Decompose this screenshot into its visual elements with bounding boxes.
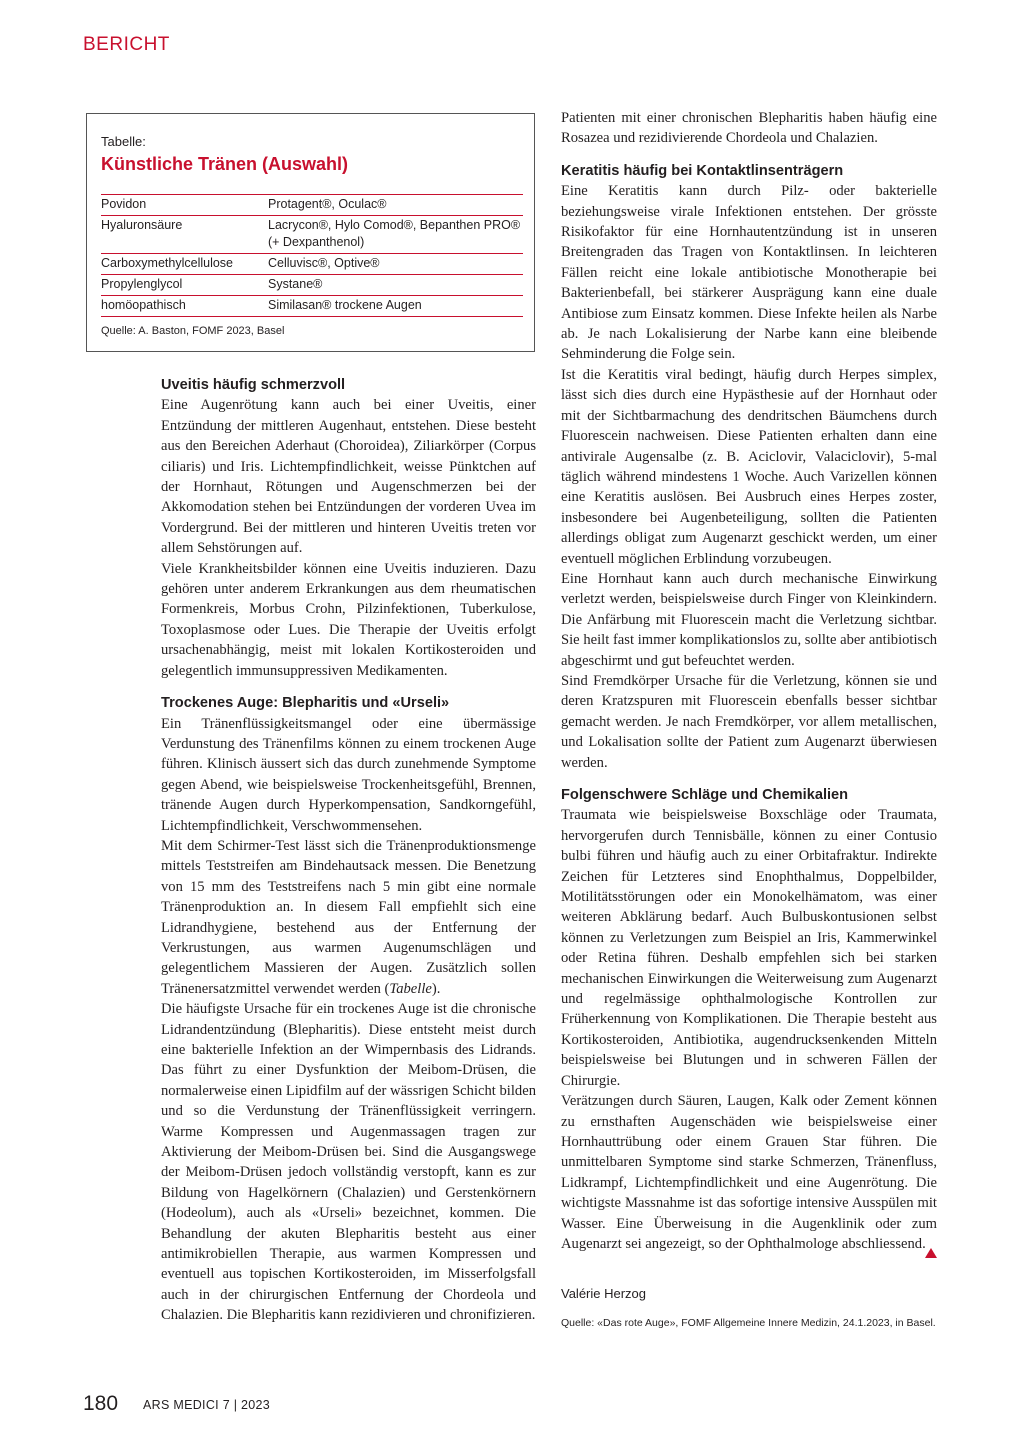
paragraph: Eine Keratitis kann durch Pilz- oder bakterielle beziehungsweise virale Infektionen entstehen. Der grösste Risikofaktor für eine Hornhautentzündung ist in unseren Breitengraden das Tragen von Kontaktlinsen. In leichteren Fällen reicht eine lokale antibiotische Monotherapie bei Bakterienbefall, bei stärkerer Ausprägung kann eine duale Antibiose zum Einsatz kommen. Diese Infekte heilen als Narbe ab. Je nach Lokalisierung der Narbe kann eine bleibende Sehminderung die Folge sein. <box>561 183 937 363</box>
table-label: Tabelle: <box>101 134 146 149</box>
paragraph: Eine Hornhaut kann auch durch mechanische Einwirkung verletzt werden, beispielsweise durch Finger von Kleinkindern. Die Anfärbung mit Fluorescein macht die Verletzung sichtbar. Sie heilt fast immer komplikationslos zu, sollte aber antibiotisch abgeschirmt und gut befeuchtet werden. <box>561 570 937 669</box>
page-number: 180 <box>83 1392 119 1415</box>
paragraph-text: Mit dem Schirmer-Test lässt sich die Tränenproduktionsmenge mittels Teststreifen am Bindehautsack messen. Die Benetzung von 15 mm des Teststreifens nach 5 min gibt eine normale Tränenproduktion an. In diesem Fall empfiehlt sich eine Lidrandhygiene, bestehend aus der Entfernung der Verkrustungen, aus warmen Augenumschlägen und gelegentlichem Massieren der Augen. Zusätzlich sollen Tränenersatzmittel verwendet werden ( <box>161 837 536 997</box>
table-cell: Celluvisc®, Optive® <box>268 256 380 270</box>
article-source: Quelle: «Das rote Auge», FOMF Allgemeine Innere Medizin, 24.1.2023, in Basel. <box>561 1317 936 1329</box>
artificial-tears-table <box>101 194 523 317</box>
table-cell: Lacrycon®, Hylo Comod®, Bepanthen PRO® (+ Dexpanthenol) <box>268 218 521 249</box>
paragraph: Patienten mit einer chronischen Blepharitis haben häufig eine Rosazea und rezidivierende Chordeola und Chalazien. <box>561 110 937 147</box>
table-box <box>86 113 535 352</box>
end-of-article-icon <box>925 1248 937 1258</box>
table-row <box>101 254 523 275</box>
paragraph: Viele Krankheitsbilder können eine Uveitis induzieren. Dazu gehören unter anderem Erkrankungen aus dem rheumatischen Formenkreis, Morbus Crohn, Pilzinfektionen, Tuberkulose, Toxoplasmose oder Lues. Die Therapie der Uveitis erfolgt ursachenabhängig, meist mit lokalen Kortikosteroiden und gelegentlich immunsuppressiven Medikamenten. <box>161 560 536 679</box>
table-cell: Protagent®, Oculac® <box>268 197 387 211</box>
heading-dry-eye: Trockenes Auge: Blepharitis und «Urseli» <box>161 695 450 712</box>
table-reference-link[interactable]: Tabelle <box>389 980 432 997</box>
paragraph: Ist die Keratitis viral bedingt, häufig durch Herpes simplex, lässt sich dies durch eine Hypästhesie auf der Hornhaut oder mit der Sichtbarmachung des dendritschen Bäumchens durch Fluorescein nachweisen. Diese Patienten erhalten dann eine antivirale Augensalbe (z. B. Aciclovir, Valaciclovir), 5-mal täglich während mindestens 1 Woche. Auch Varizellen können eine Keratitis auslösen. Bei Ausbruch eines Herpes zoster, insbesondere bei Augenbeteiligung, sollten die Patienten allerdings obligat zum Augenarzt geschickt werden, um einer eventuell möglichen Erblindung vorzubeugen. <box>561 366 937 567</box>
table-cell: Similasan® trockene Augen <box>268 298 422 312</box>
table-title: Künstliche Tränen (Auswahl) <box>101 154 349 174</box>
paragraph-text: ). <box>431 980 441 997</box>
table-source: Quelle: A. Baston, FOMF 2023, Basel <box>101 325 285 337</box>
paragraph: Die häufigste Ursache für ein trockenes Auge ist die chronische Lidrandentzündung (Blepharitis). Diese entsteht meist durch eine bakterielle Infektion an der Wimpernbasis des Lidrands. Das führt zu einer Dysfunktion der Meibom-Drüsen, die normalerweise einen Lipidfilm auf der wässrigen Schicht bilden und so die Verdunstung der Tränenflüssigkeit verringern. Warme Kompressen und Augenmassagen tragen zur Aktivierung der Meibom-Drüsen bei. Sind die Ausgangswege der Meibom-Drüsen jedoch vollständig verstopft, kann es zur Bildung von Hagelkörnern (Chalazien) und Gerstenkörnern (Hodeolum), auch als «Urseli» bezeichnet, kommen. Die Behandlung der akuten Blepharitis besteht aus einer antimikrobiellen Therapie, aus warmen Kompressen und eventuell aus topischen Kortikosteroiden, im Misserfolgsfall auch in der chirurgischen Entfernung der Chordeola und Chalazien. Die Blepharitis kann rezidivieren und chronifizieren. <box>161 1001 536 1324</box>
table-row <box>101 216 523 254</box>
heading-keratitis: Keratitis häufig bei Kontaktlinsenträgern <box>561 162 844 179</box>
paragraph <box>161 836 536 999</box>
table-cell: Propylenglycol <box>101 277 183 291</box>
table-cell: Povidon <box>101 197 147 211</box>
table-row <box>101 195 523 216</box>
section-label: BERICHT <box>83 34 170 55</box>
column-right <box>561 108 937 1254</box>
author: Valérie Herzog <box>561 1286 647 1301</box>
paragraph: Eine Augenrötung kann auch bei einer Uveitis, einer Entzündung der mittleren Augenhaut, entstehen. Diese besteht aus den Bereichen Aderhaut (Choroidea), Ziliarkörper (Corpus ciliaris) und Iris. Lichtempfindlichkeit, weisse Pünktchen auf der Hornhaut, Rötungen und Augenschmerzen bei der Akkomodation stehen bei Entzündungen der vorderen Uvea im Vordergrund. Bei der mittleren und hinteren Uveitis treten vor allem Sehstörungen auf. <box>161 397 536 557</box>
paragraph: Ein Tränenflüssigkeitsmangel oder eine übermässige Verdunstung des Tränenfilms können zu einem trockenen Auge führen. Klinisch äussert sich das durch zunehmende Symptome gegen Abend, wie beispielsweise Trockenheitsgefühl, Brennen, tränende Augen durch Hyperkompensation, Sandkorngefühl, Lichtempfindlichkeit, Verschwommensehen. <box>161 715 536 834</box>
heading-uveitis: Uveitis häufig schmerzvoll <box>161 377 346 393</box>
heading-trauma: Folgenschwere Schläge und Chemikalien <box>561 787 849 803</box>
column-left <box>161 375 536 1326</box>
table-cell: Hyaluronsäure <box>101 218 183 232</box>
paragraph: Traumata wie beispielsweise Boxschläge oder Traumata, hervorgerufen durch Tennisbälle, können zu einer Contusio bulbi führen und häufig auch zu einer Orbitafraktur. Indirekte Zeichen für Letzteres sind Enophthalmus, Doppelbilder, Motilitätsstörungen oder ein Monokelhämatom, was einer weiteren Abklärung bedarf. Auch Bulbuskontusionen selbst können zu Verletzungen zum Beispiel an Iris, Kammerwinkel oder Retina führen. Deshalb empfehlen sich bei starken mechanischen Einwirkungen die Weiterweisung zum Augenarzt und regelmässige ophthalmologische Kontrollen zur Früherkennung von Komplikationen. Die Therapie besteht aus Kortikosteroiden, Antibiotika, augendrucksenkenden Mitteln beispielsweise bei Blutungen und in schweren Fällen der Chirurgie. <box>561 807 937 1089</box>
table-row <box>101 275 523 296</box>
table-cell: Systane® <box>268 277 323 291</box>
paragraph: Sind Fremdkörper Ursache für die Verletzung, können sie und deren Kratzspuren mit Fluorescein ebenfalls besser sichtbar gemacht werden. Je nach Fremdkörper, vor allem metallischen, und Lokalisation sollte der Patient zum Augenarzt überwiesen werden. <box>561 672 937 771</box>
table-cell: Carboxymethylcellulose <box>101 256 234 270</box>
table-cell: homöopathisch <box>101 298 186 312</box>
paragraph: Verätzungen durch Säuren, Laugen, Kalk oder Zement können zu ernsthaften Augenschäden wie beispielsweise einer Hornhauttrübung oder einem Grauen Star führen. Die unmittelbaren Symptome sind starke Schmerzen, Tränenfluss, Lidkrampf, Lichtempfindlichkeit und eine Augenrötung. Die wichtigste Massnahme ist das sofortige intensive Ausspülen mit Wasser. Eine Überweisung in die Augenklinik oder zum Augenarzt sei angezeigt, so der Ophthalmologe abschliessend. <box>561 1093 937 1252</box>
table-row <box>101 296 523 317</box>
journal-name: ARS MEDICI 7 | 2023 <box>143 1398 271 1412</box>
